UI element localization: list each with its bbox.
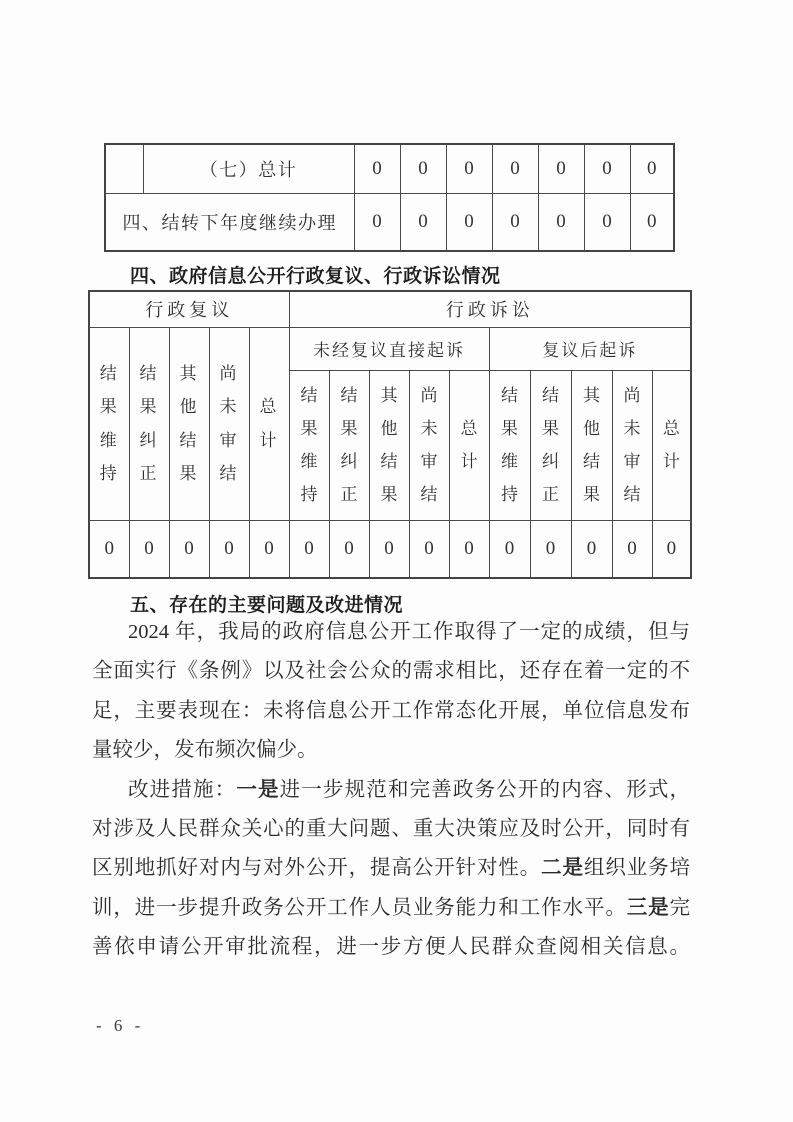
paragraph-line [92, 771, 690, 810]
section-four-heading: 四、政府信息公开行政复议、行政诉讼情况 [130, 266, 501, 287]
column-header-label: 结果维持 [501, 385, 519, 505]
value-cell: 0 [329, 520, 369, 578]
bold-marker: 三是 [626, 896, 670, 919]
section-five-heading: 五、存在的主要问题及改进情况 [130, 595, 404, 616]
text-segment: 改进措施： [128, 778, 237, 801]
column-header-label: 总计 [662, 418, 680, 471]
paragraph-line [92, 928, 690, 967]
bold-marker: 一是 [236, 778, 280, 801]
column-header-label: 结果纠正 [139, 364, 159, 483]
column-header-label: 结果维持 [99, 364, 119, 483]
paragraph-line: 2024 年，我局的政府信息公开工作取得了一定的成绩，但与 [128, 621, 690, 643]
value-cell: 0 [249, 520, 289, 578]
column-header [449, 370, 489, 520]
table-row [105, 193, 674, 251]
column-header [89, 327, 129, 520]
subgroup-header-direct-suit: 未经复议直接起诉 [289, 327, 489, 370]
value-cell: 0 [630, 193, 674, 251]
column-header [329, 370, 369, 520]
column-header [489, 370, 530, 520]
column-header-label: 总计 [460, 418, 478, 471]
carryover-table [104, 143, 675, 252]
reconsideration-litigation-table [88, 290, 692, 579]
column-header-label: 其他结果 [179, 364, 199, 483]
column-header-label: 尚未审结 [219, 364, 239, 483]
value-cell: 0 [289, 520, 329, 578]
paragraph-line [92, 889, 690, 928]
column-header-label: 尚未审结 [420, 385, 438, 505]
table-row [89, 291, 691, 327]
column-header [369, 370, 409, 520]
text-segment: 组织业务培 [583, 857, 691, 880]
value-cell: 0 [409, 520, 449, 578]
value-cell: 0 [584, 193, 630, 251]
column-header-label: 总计 [259, 397, 279, 450]
column-header [612, 370, 652, 520]
value-cell: 0 [492, 144, 538, 193]
value-cell: 0 [354, 144, 400, 193]
paragraph-line: 全面实行《条例》以及社会公众的需求相比，还存在着一定的不 [92, 660, 690, 683]
value-cell: 0 [449, 520, 489, 578]
column-header-label: 结果纠正 [542, 385, 560, 505]
row-label: （七）总计 [143, 144, 354, 193]
column-header [530, 370, 571, 520]
column-header [209, 327, 249, 520]
table-row [105, 144, 674, 193]
text-segment: 进一步规范和完善政务公开的内容、形式， [279, 778, 691, 801]
column-header-label: 尚未审结 [623, 385, 641, 505]
empty-cell [105, 144, 143, 193]
value-cell: 0 [369, 520, 409, 578]
value-cell: 0 [400, 144, 446, 193]
page-number: - 6 - [96, 1016, 145, 1035]
group-header-reconsideration: 行政复议 [89, 291, 289, 327]
value-cell: 0 [530, 520, 571, 578]
value-cell: 0 [169, 520, 209, 578]
value-cell: 0 [538, 144, 584, 193]
paragraph-line [92, 810, 690, 849]
column-header-label: 结果维持 [300, 385, 318, 505]
table-row [89, 327, 691, 370]
value-cell: 0 [446, 193, 492, 251]
text-segment: 训，进一步提升政务公开工作人员业务能力和工作水平。 [92, 896, 627, 919]
column-header-label: 其他结果 [380, 385, 398, 505]
table-row [89, 520, 691, 578]
column-header [409, 370, 449, 520]
value-cell: 0 [89, 520, 129, 578]
column-header-label: 结果纠正 [340, 385, 358, 505]
value-cell: 0 [129, 520, 169, 578]
column-header-label: 其他结果 [583, 385, 601, 505]
value-cell: 0 [354, 193, 400, 251]
value-cell: 0 [612, 520, 652, 578]
paragraph-line: 量较少，发布频次偏少。 [92, 739, 318, 762]
value-cell: 0 [571, 520, 612, 578]
text-segment: 区别地抓好对内与对外公开，提高公开针对性。 [92, 857, 542, 880]
subgroup-header-suit-after-reconsideration: 复议后起诉 [489, 327, 691, 370]
column-header [169, 327, 209, 520]
body-text [92, 613, 690, 968]
column-header [249, 327, 289, 520]
value-cell: 0 [652, 520, 691, 578]
value-cell: 0 [538, 193, 584, 251]
paragraph-line [92, 849, 690, 888]
value-cell: 0 [209, 520, 249, 578]
column-header [129, 327, 169, 520]
value-cell: 0 [492, 193, 538, 251]
text-segment: 善依申请公开审批流程，进一步方便人民群众查阅相关信息。 [92, 936, 690, 959]
row-label: 四、结转下年度继续办理 [105, 193, 354, 251]
value-cell: 0 [630, 144, 674, 193]
value-cell: 0 [584, 144, 630, 193]
column-header [571, 370, 612, 520]
bold-marker: 二是 [541, 857, 584, 880]
value-cell: 0 [400, 193, 446, 251]
text-segment: 完 [669, 896, 691, 919]
text-segment: 对涉及人民群众关心的重大问题、重大决策应及时公开，同时有 [92, 817, 690, 840]
column-header [652, 370, 691, 520]
column-header [289, 370, 329, 520]
group-header-litigation: 行政诉讼 [289, 291, 691, 327]
paragraph-line: 足，主要表现在：未将信息公开工作常态化开展，单位信息发布 [92, 699, 690, 722]
value-cell: 0 [489, 520, 530, 578]
value-cell: 0 [446, 144, 492, 193]
